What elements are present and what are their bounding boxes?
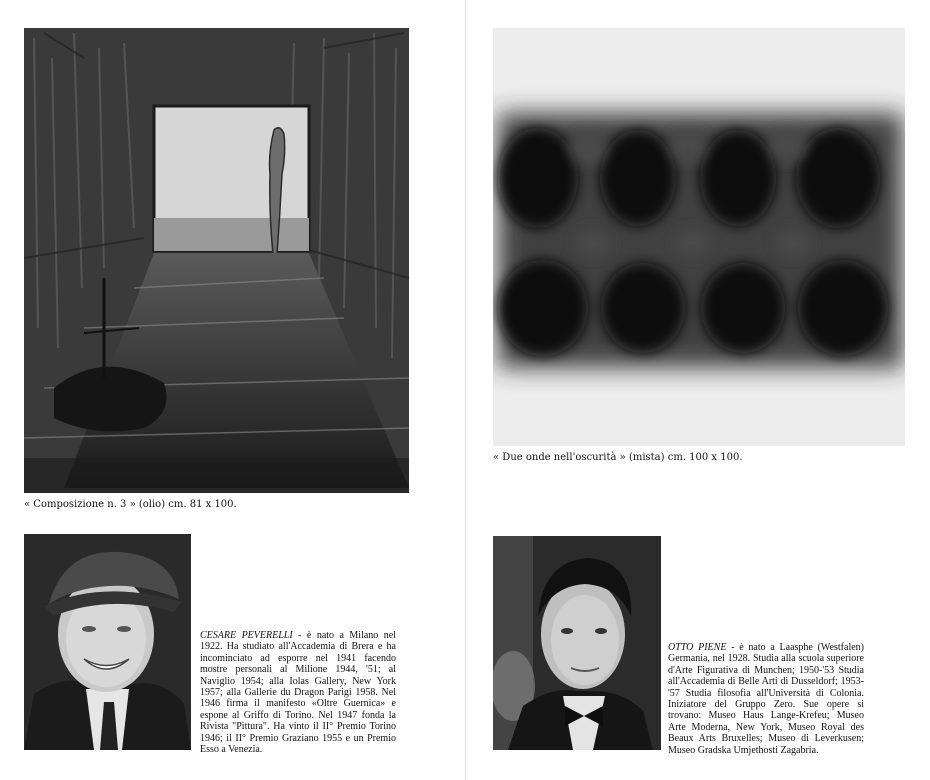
painting-due-onde	[493, 28, 905, 446]
artist-name: OTTO PIENE	[668, 642, 727, 653]
artwork-caption-right: « Due onde nell'oscurità » (mista) cm. 100 x 100.	[493, 452, 743, 463]
artist-bio-text: - è nato a Laasphe (Westfalen) Germania, nel 1928. Studia alla scuola superiore d'Arte Figurativa di Munchen; 1950-'53 Studia all'Accademia di Belle Arti di Dusseldorf; 1953-'57 Studia filosofia all'Università di Colonia. Iniziatore del Gruppo Zero. Sue opere si trovano: Museo Haus Lange-Krefeu; Museo Arte Moderna, New York, Museo Royal des Beaux Arts Bruxelles; Museo di Leverkusen; Museo Gradska Umjethosti Zagabria.	[668, 642, 864, 756]
painting-composizione	[24, 28, 409, 493]
artist-bio-piene	[668, 642, 864, 756]
artist-bio-peverelli	[200, 630, 396, 755]
artwork-caption-left: « Composizione n. 3 » (olio) cm. 81 x 100.	[24, 499, 237, 510]
portrait-otto-piene	[493, 536, 661, 750]
portrait-cesare-peverelli	[24, 534, 191, 750]
page-gutter	[465, 0, 466, 780]
artist-name: CESARE PEVERELLI	[200, 630, 293, 641]
artist-bio-text: - è nato a Milano nel 1922. Ha studiato all'Accademia di Brera e ha incominciato ad esporre nel 1941 facendo mostre personali al Milione 1944, '51; al Naviglio 1954; alla Iolas Gallery, New York 1957; alla Gallerie du Dragon Parigi 1958. Nel 1946 firma il manifesto «Oltre Guernica» e espone al Griffo di Torino. Nel 1947 fonda la Rivista "Pittura". Ha vinto il II° Premio Torino 1946; il II° Premio Graziano 1955 e un Premio Esso a Venezia.	[200, 630, 396, 756]
